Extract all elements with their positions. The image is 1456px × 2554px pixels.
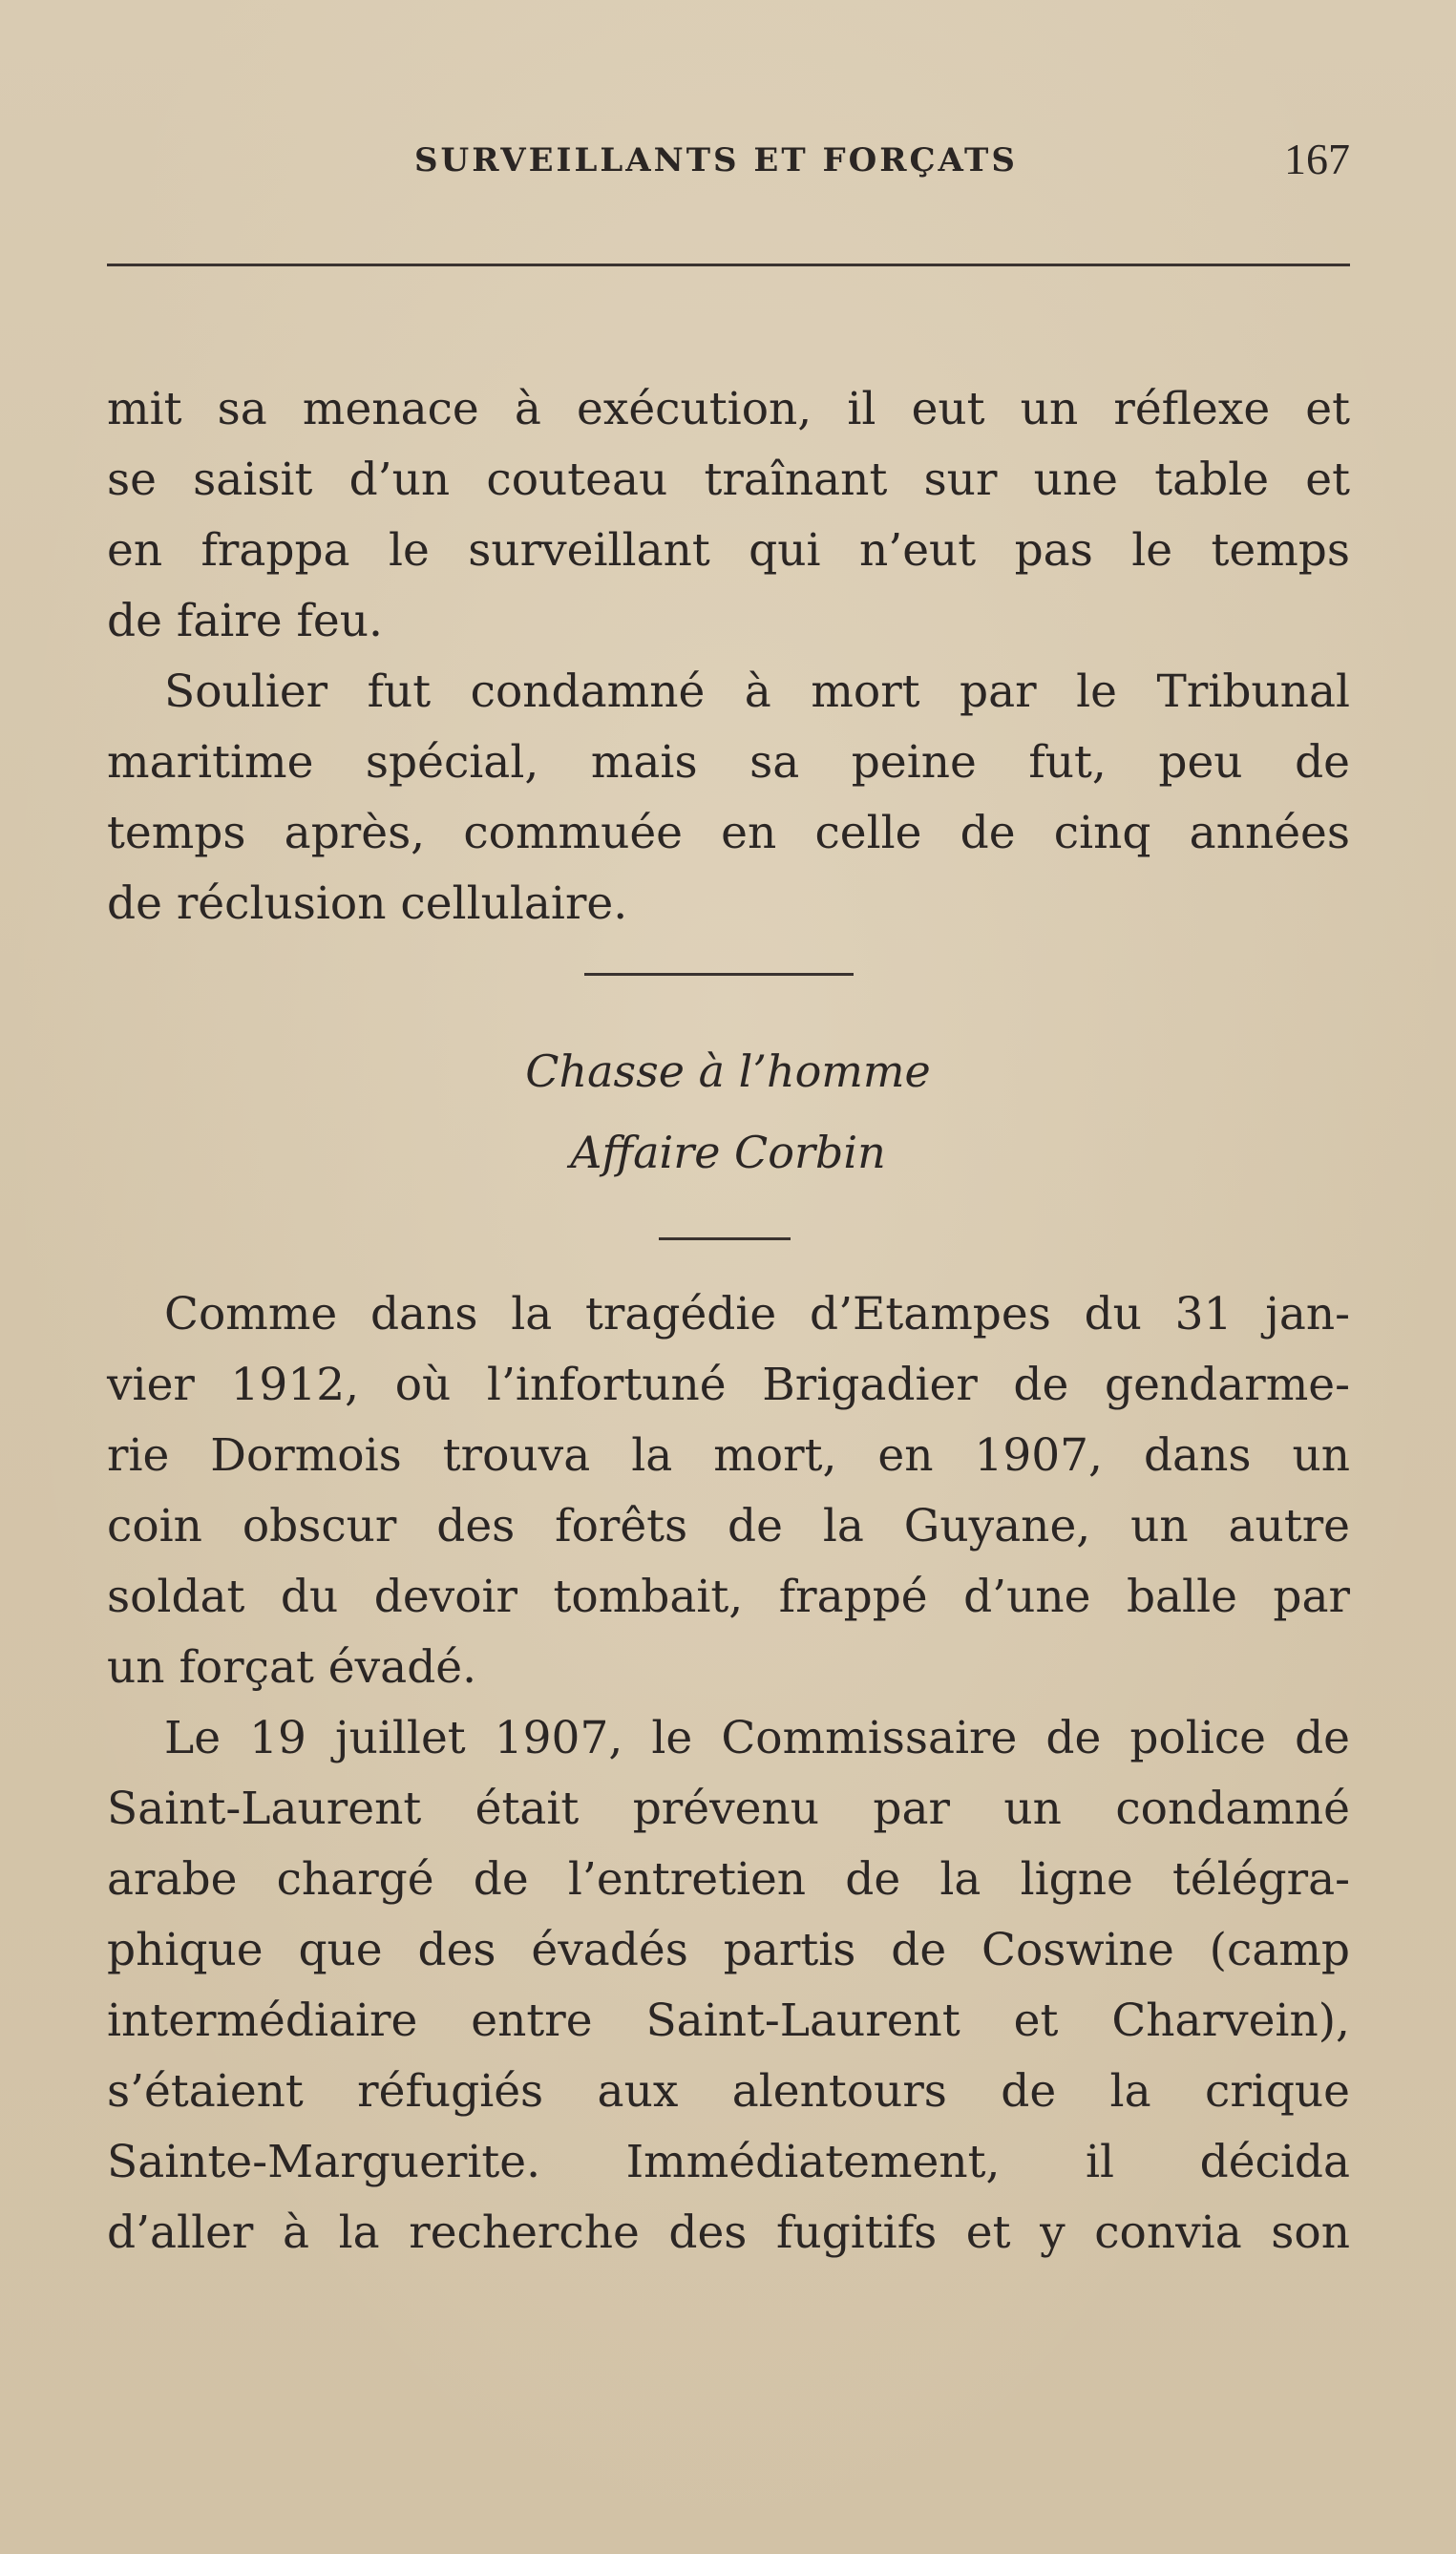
- text-line: se saisit d’un couteau traînant sur une table et: [107, 454, 1350, 506]
- text-line: en frappa le surveillant qui n’eut pas le temps: [107, 524, 1350, 577]
- text-line: intermédiaire entre Saint-Laurent et Charvein),: [107, 1995, 1350, 2047]
- running-head: [107, 134, 1350, 191]
- text-line: Saint-Laurent était prévenu par un condamné: [107, 1783, 1350, 1835]
- text-line: rie Dormois trouva la mort, en 1907, dans un: [107, 1429, 1350, 1482]
- text-line: phique que des évadés partis de Coswine (camp: [107, 1924, 1350, 1976]
- section-rule-bottom: [659, 1237, 791, 1240]
- text-line: mit sa menace à exécution, il eut un réflexe et: [107, 383, 1350, 435]
- header-rule: [107, 264, 1350, 266]
- text-line: maritime spécial, mais sa peine fut, peu de: [107, 736, 1350, 789]
- text-line: coin obscur des forêts de la Guyane, un autre: [107, 1500, 1350, 1552]
- text-line: s’étaient réfugiés aux alentours de la crique: [107, 2065, 1350, 2118]
- text-line: vier 1912, où l’infortuné Brigadier de gendarme-: [107, 1359, 1350, 1411]
- text-line: arabe chargé de l’entretien de la ligne télégra-: [107, 1853, 1350, 1906]
- text-block-1: [107, 374, 1350, 939]
- text-line: Comme dans la tragédie d’Etampes du 31 jan-: [164, 1288, 1350, 1340]
- text-line: soldat du devoir tombait, frappé d’une balle par: [107, 1571, 1350, 1623]
- text-line: Le 19 juillet 1907, le Commissaire de police de: [164, 1712, 1350, 1764]
- page-number: 167: [1284, 135, 1350, 183]
- text-line: Sainte-Marguerite. Immédiatement, il décida: [107, 2136, 1350, 2188]
- text-line: Soulier fut condamné à mort par le Tribunal: [164, 665, 1350, 718]
- text-line: un forçat évadé.: [107, 1641, 477, 1694]
- section-title-line-2: Affaire Corbin: [570, 1127, 886, 1178]
- section-rule-top: [584, 973, 854, 976]
- text-line: temps après, commuée en celle de cinq années: [107, 807, 1350, 859]
- running-title: SURVEILLANTS ET FORÇATS: [414, 141, 1018, 179]
- text-block-2: [107, 1279, 1350, 2269]
- text-line: d’aller à la recherche des fugitifs et y convia son: [107, 2206, 1350, 2259]
- text-line: de réclusion cellulaire.: [107, 877, 628, 930]
- section-title-line-1: Chasse à l’homme: [525, 1045, 931, 1097]
- text-line: de faire feu.: [107, 595, 383, 647]
